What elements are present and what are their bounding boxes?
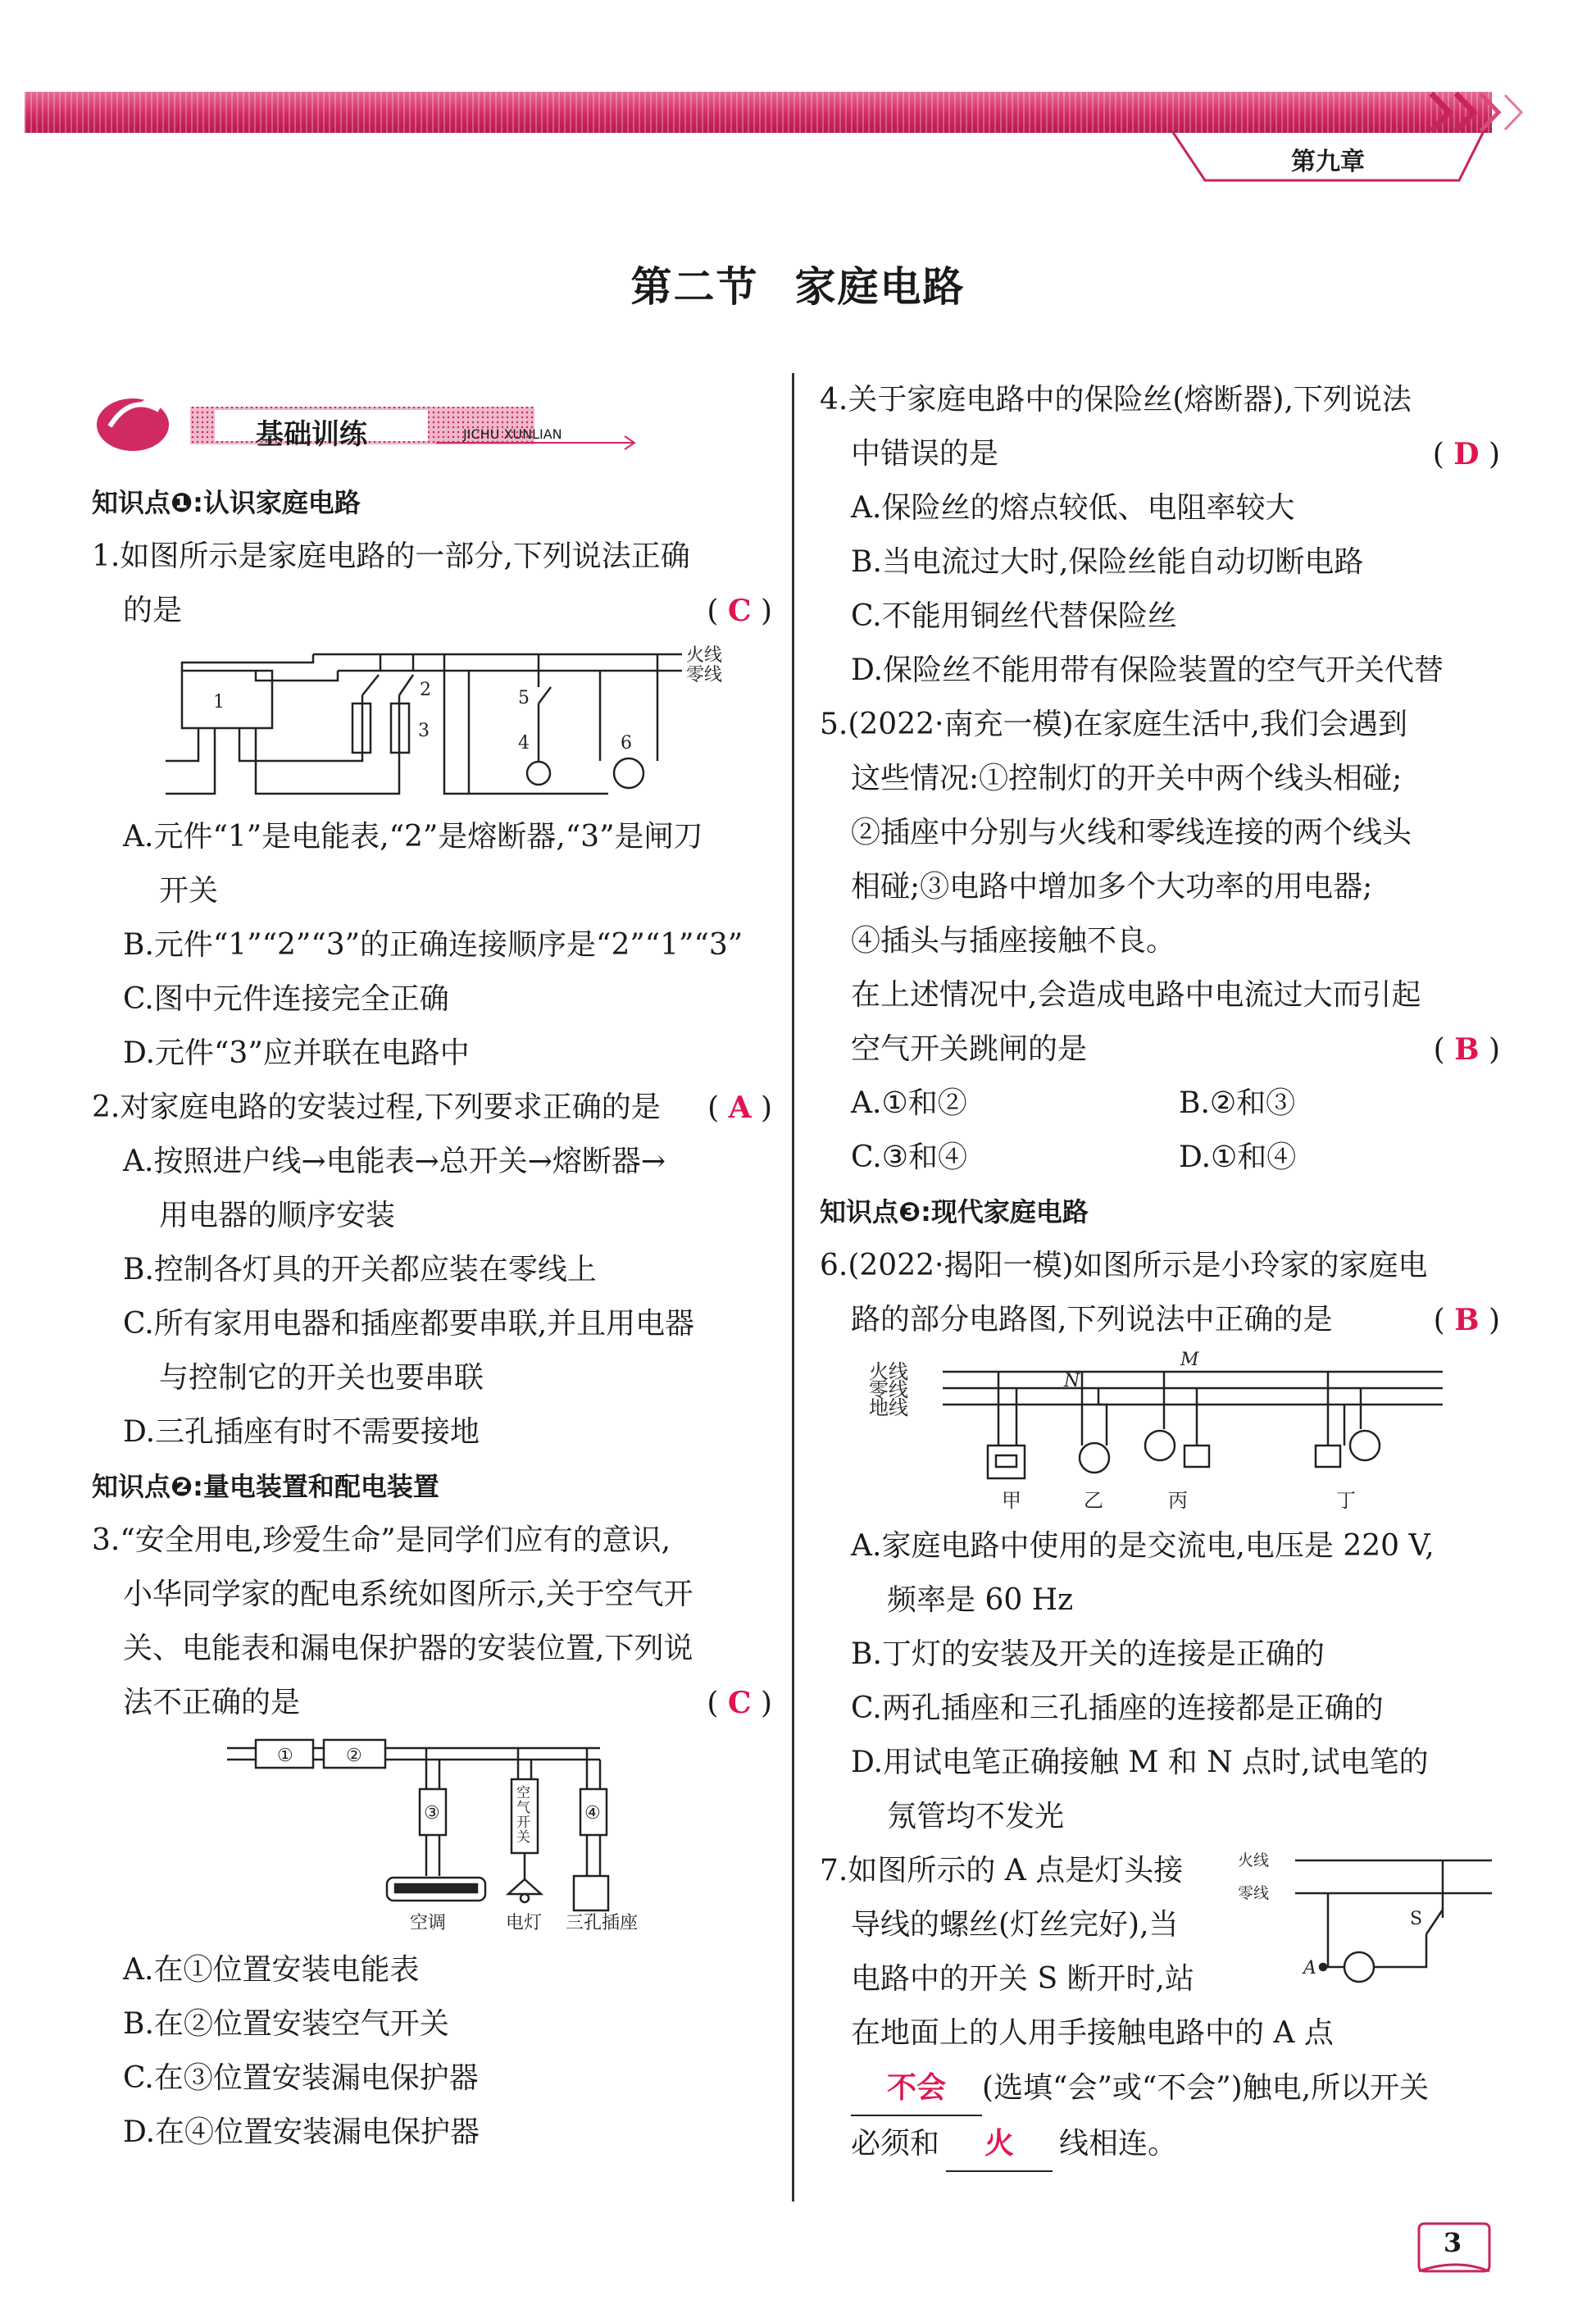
svg-text:零线: 零线 xyxy=(869,1378,908,1401)
q5-answer: B xyxy=(1454,1032,1480,1067)
q3-option-c: C.在③位置安装漏电保护器 xyxy=(123,2061,479,2095)
q3-option-b: B.在②位置安装空气开关 xyxy=(123,2007,449,2041)
svg-text:火线: 火线 xyxy=(686,645,723,666)
q7-line1: 7.如图所示的 A 点是灯头接 xyxy=(820,1854,1184,1887)
q3-stem-line4: 法不正确的是 ( C ) xyxy=(123,1686,772,1720)
svg-text:关: 关 xyxy=(516,1829,530,1846)
q1-stem-line2: 的是 ( C ) xyxy=(123,594,772,628)
q5-option-a: A.①和② xyxy=(851,1086,967,1120)
svg-text:S: S xyxy=(1410,1909,1423,1929)
q2-option-c-line1: C.所有家用电器和插座都要串联,并且用电器 xyxy=(123,1307,695,1341)
svg-text:三孔插座: 三孔插座 xyxy=(566,1913,639,1933)
q5-stem-line6: 在上述情况中,会造成电路中电流过大而引起 xyxy=(851,978,1421,1012)
svg-text:④: ④ xyxy=(584,1803,601,1824)
q2-answer: A xyxy=(728,1091,752,1125)
svg-text:零线: 零线 xyxy=(686,665,723,685)
svg-text:火线: 火线 xyxy=(1238,1851,1270,1869)
q6-option-a-line2: 频率是 60 Hz xyxy=(887,1583,1074,1617)
q1-option-a-line2: 开关 xyxy=(159,874,219,908)
q6-option-d-line2: 氖管均不发光 xyxy=(887,1800,1065,1833)
q5-stem-line2: 这些情况:①控制灯的开关中两个线头相碰; xyxy=(851,762,1403,795)
q1-option-c: C.图中元件连接完全正确 xyxy=(123,982,449,1016)
q1-figure xyxy=(92,638,772,810)
q3-stem-line2: 小华同学家的配电系统如图所示,关于空气开 xyxy=(123,1578,693,1611)
section-badge xyxy=(92,385,649,459)
q3-stem-line1: 3.“安全用电,珍爱生命”是同学们应有的意识, xyxy=(92,1523,671,1557)
column-divider xyxy=(792,373,794,2202)
q6-stem-line1: 6.(2022·揭阳一模)如图所示是小玲家的家庭电 xyxy=(820,1249,1428,1282)
q6-figure xyxy=(820,1347,1500,1519)
q1-option-d: D.元件“3”应并联在电路中 xyxy=(123,1036,470,1070)
chevron-arrows-icon xyxy=(1426,89,1533,136)
svg-text:地线: 地线 xyxy=(869,1396,908,1419)
left-column xyxy=(92,476,772,2160)
right-column xyxy=(820,373,1500,2172)
q2-option-b: B.控制各灯具的开关都应装在零线上 xyxy=(123,1253,597,1286)
q5-stem-line5: ④插头与插座接触不良。 xyxy=(851,924,1176,958)
q7-line2: 导线的螺丝(灯丝完好),当 xyxy=(851,1908,1179,1942)
q3-stem-line3: 关、电能表和漏电保护器的安装位置,下列说 xyxy=(123,1632,693,1665)
q1-circuit-diagram xyxy=(92,638,772,810)
svg-text:A: A xyxy=(1303,1958,1316,1978)
q5-option-b: B.②和③ xyxy=(1179,1086,1296,1120)
page-title xyxy=(0,254,1596,313)
q2-option-a-line2: 用电器的顺序安装 xyxy=(159,1199,396,1232)
q7-line4: 在地面上的人用手接触电路中的 A 点 xyxy=(851,2016,1334,2050)
svg-text:M: M xyxy=(1180,1350,1199,1370)
q7-circuit-diagram xyxy=(1238,1844,1500,2000)
svg-text:③: ③ xyxy=(424,1803,440,1824)
q5-options-row2 xyxy=(820,1131,1500,1185)
svg-text:空调: 空调 xyxy=(410,1913,447,1933)
svg-text:丁: 丁 xyxy=(1336,1489,1356,1512)
badge-pinyin: JICHU XUNLIAN xyxy=(463,426,562,442)
q7-blank-2[interactable]: 火 xyxy=(946,2116,1053,2172)
q5-stem-line3: ②插座中分别与火线和零线连接的两个线头 xyxy=(851,816,1412,849)
header-banner-stripes xyxy=(25,92,1492,133)
q2-stem: 2.对家庭电路的安装过程,下列要求正确的是 ( A ) xyxy=(92,1091,772,1125)
q5-stem-line4: 相碰;③电路中增加多个大功率的用电器; xyxy=(851,870,1373,904)
q7-blank-1[interactable]: 不会 xyxy=(851,2060,982,2116)
section-name: 家庭电路 xyxy=(794,262,966,311)
q6-stem-line2: 路的部分电路图,下列说法中正确的是 ( B ) xyxy=(851,1303,1500,1337)
q6-option-c: C.两孔插座和三孔插座的连接都是正确的 xyxy=(851,1692,1384,1725)
q7-line5: 不会 (选填“会”或“不会”)触电,所以开关 xyxy=(820,2060,1500,2116)
svg-text:丙: 丙 xyxy=(1168,1489,1188,1512)
svg-text:1: 1 xyxy=(213,692,225,713)
badge-label: 基础训练 xyxy=(256,418,367,451)
svg-text:6: 6 xyxy=(621,733,632,754)
q7-block xyxy=(820,1844,1500,2172)
q5-stem-line7: 空气开关跳闸的是 ( B ) xyxy=(851,1032,1500,1067)
svg-text:①: ① xyxy=(277,1746,293,1766)
q3-distribution-diagram xyxy=(92,1730,772,1943)
q1-option-a-line1: A.元件“1”是电能表,“2”是熔断器,“3”是闸刀 xyxy=(123,820,703,854)
svg-text:甲: 甲 xyxy=(1002,1489,1021,1512)
q3-answer: C xyxy=(727,1686,752,1720)
page-number: 3 xyxy=(1443,2227,1462,2258)
knowledge-point-2: 知识点❷:量电装置和配电装置 xyxy=(92,1471,439,1502)
q5-options-row1 xyxy=(820,1077,1500,1131)
q4-answer: D xyxy=(1453,437,1480,471)
q2-option-d: D.三孔插座有时不需要接地 xyxy=(123,1415,480,1449)
q7-line6: 必须和 火 线相连。 xyxy=(820,2116,1500,2172)
q3-figure xyxy=(92,1730,772,1943)
svg-text:气: 气 xyxy=(516,1800,530,1816)
svg-text:2: 2 xyxy=(420,680,431,700)
knowledge-point-3: 知识点❸:现代家庭电路 xyxy=(820,1196,1089,1227)
svg-text:3: 3 xyxy=(418,721,430,741)
q3-option-a: A.在①位置安装电能表 xyxy=(123,1953,420,1987)
knowledge-point-1: 知识点❶:认识家庭电路 xyxy=(92,487,361,518)
q2-option-c-line2: 与控制它的开关也要串联 xyxy=(159,1361,484,1395)
svg-text:开: 开 xyxy=(516,1815,530,1831)
svg-text:乙: 乙 xyxy=(1084,1489,1103,1512)
svg-text:零线: 零线 xyxy=(1238,1884,1270,1902)
svg-text:电灯: 电灯 xyxy=(506,1913,543,1933)
q2-option-a-line1: A.按照进户线→电能表→总开关→熔断器→ xyxy=(123,1145,666,1178)
q5-stem-line1: 5.(2022·南充一模)在家庭生活中,我们会遇到 xyxy=(820,708,1407,741)
svg-text:5: 5 xyxy=(518,688,530,708)
q4-stem-line1: 4.关于家庭电路中的保险丝(熔断器),下列说法 xyxy=(820,383,1412,417)
q1-answer: C xyxy=(727,594,752,628)
svg-text:空: 空 xyxy=(516,1785,530,1801)
q3-option-d: D.在④位置安装漏电保护器 xyxy=(123,2115,480,2149)
q6-option-b: B.丁灯的安装及开关的连接是正确的 xyxy=(851,1637,1325,1671)
q6-option-a-line1: A.家庭电路中使用的是交流电,电压是 220 V, xyxy=(851,1529,1435,1563)
section-number: 第二节 xyxy=(630,262,759,311)
q4-option-c: C.不能用铜丝代替保险丝 xyxy=(851,599,1177,633)
q7-line3: 电路中的开关 S 断开时,站 xyxy=(851,1962,1194,1996)
q6-option-d-line1: D.用试电笔正确接触 M 和 N 点时,试电笔的 xyxy=(851,1746,1429,1779)
chapter-label: 第九章 xyxy=(1291,148,1365,176)
q4-option-b: B.当电流过大时,保险丝能自动切断电路 xyxy=(851,545,1364,579)
q5-option-d: D.①和④ xyxy=(1179,1141,1297,1174)
q5-option-c: C.③和④ xyxy=(851,1141,967,1174)
q4-option-a: A.保险丝的熔点较低、电阻率较大 xyxy=(851,491,1295,525)
q6-answer: B xyxy=(1454,1303,1480,1337)
svg-text:火线: 火线 xyxy=(869,1360,908,1383)
q4-stem-line2: 中错误的是 ( D ) xyxy=(851,437,1500,471)
svg-text:4: 4 xyxy=(518,733,530,754)
q4-option-d: D.保险丝不能用带有保险装置的空气开关代替 xyxy=(851,653,1444,687)
q1-option-b: B.元件“1”“2”“3”的正确连接顺序是“2”“1”“3” xyxy=(123,928,743,962)
q6-household-circuit xyxy=(820,1347,1500,1519)
svg-text:N: N xyxy=(1064,1371,1080,1391)
svg-text:②: ② xyxy=(346,1746,362,1766)
q1-stem-line1: 1.如图所示是家庭电路的一部分,下列说法正确 xyxy=(92,540,690,573)
